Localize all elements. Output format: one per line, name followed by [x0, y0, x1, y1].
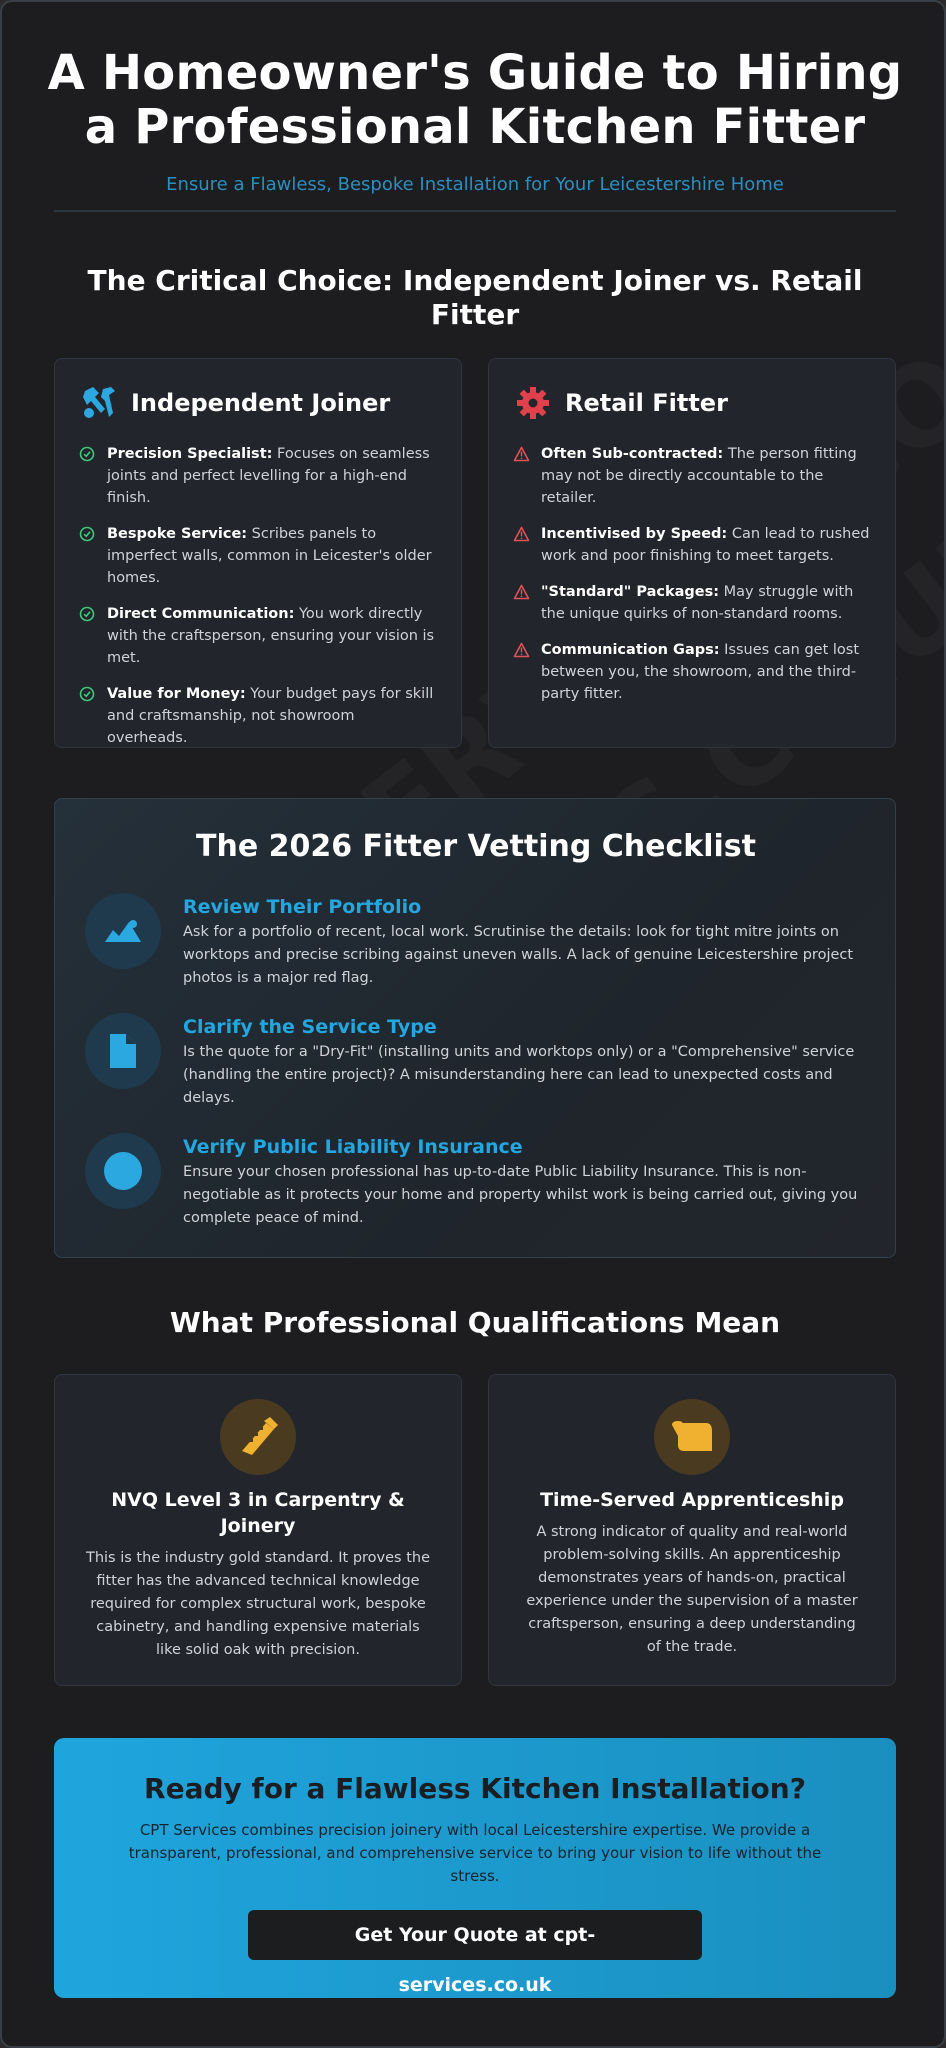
- tools-icon: [79, 383, 119, 423]
- qualification-title: [79, 1487, 437, 1539]
- list-item-text: Precision Specialist: Focuses on seamless joints and perfect levelling for a high-end finish.: [107, 446, 430, 506]
- page-title: [2, 46, 946, 154]
- get-quote-button[interactable]: Get Your Quote at cpt-services.co.uk: [248, 1910, 702, 1960]
- page-title-line: a Professional Kitchen Fitter: [84, 99, 866, 155]
- list-item-text: Often Sub-contracted: The person fitting may not be directly accountable to the retailer.: [541, 446, 857, 506]
- list-item-heading: Often Sub-contracted:: [541, 446, 724, 462]
- check-circle-icon: [79, 443, 99, 465]
- retail-card: [488, 358, 896, 748]
- page-title-line: A Homeowner's Guide to Hiring: [47, 45, 903, 101]
- list-item-heading: Precision Specialist:: [107, 446, 273, 462]
- cta-title: Ready for a Flawless Kitchen Installation?: [144, 1772, 806, 1805]
- qualification-title-line: Joinery: [220, 1515, 296, 1537]
- list-item: [79, 683, 437, 749]
- joiner-title: Independent Joiner: [131, 389, 391, 417]
- list-item-text: Incentivised by Speed: Can lead to rushed work and poor finishing to meet targets.: [541, 526, 870, 564]
- page-subtitle: Ensure a Flawless, Bespoke Installation for Your Leicestershire Home: [166, 174, 784, 195]
- checklist-step: [85, 1015, 875, 1110]
- retail-title: Retail Fitter: [565, 389, 728, 417]
- warning-icon: [513, 523, 533, 545]
- comparison-title: [2, 264, 946, 332]
- list-item-text: Communication Gaps: Issues can get lost between you, the showroom, and the third-party fitter.: [541, 642, 860, 702]
- list-item-heading: Incentivised by Speed:: [541, 526, 728, 542]
- step-title: Clarify the Service Type: [183, 1016, 437, 1038]
- list-item-text: Direct Communication: You work directly with the craftsperson, ensuring your vision is met.: [107, 606, 435, 666]
- qualification-title: Time-Served Apprenticeship: [540, 1489, 844, 1511]
- saw-icon: [220, 1399, 296, 1475]
- divider: [54, 210, 896, 212]
- qualification-card: [54, 1374, 462, 1686]
- cta-text: CPT Services combines precision joinery with local Leicestershire expertise. We provide a transparent, professional, and comprehensive service to bring your vision to life without the stress.: [128, 1821, 822, 1885]
- list-item-text: Bespoke Service: Scribes panels to imperfect walls, common in Leicester's older homes.: [107, 526, 432, 586]
- step-title: Verify Public Liability Insurance: [183, 1136, 523, 1158]
- list-item: [79, 443, 437, 509]
- check-circle-icon: [79, 523, 99, 545]
- qualification-text: A strong indicator of quality and real-world problem-solving skills. An apprenticeship demonstrates years of hands-on, practical experience under the supervision of a master craftsperson, ensuring a deep understanding of the trade.: [526, 1524, 858, 1655]
- joiner-list: [79, 443, 437, 749]
- list-item: [513, 639, 871, 705]
- checklist-step: [85, 1135, 875, 1230]
- checklist-step: [85, 895, 875, 990]
- comparison-title-line: The Critical Choice: Independent Joiner vs. Retail: [87, 264, 863, 297]
- list-item-heading: Direct Communication:: [107, 606, 295, 622]
- vetting-checklist: [54, 798, 896, 1258]
- shield-icon: [85, 1133, 161, 1209]
- warning-icon: [513, 443, 533, 465]
- list-item: [513, 581, 871, 625]
- qualifications-title: What Professional Qualifications Mean: [169, 1306, 781, 1339]
- step-title: Review Their Portfolio: [183, 896, 422, 918]
- qualification-title-line: NVQ Level 3 in Carpentry &: [111, 1489, 405, 1511]
- list-item-heading: Communication Gaps:: [541, 642, 720, 658]
- image-icon: [85, 893, 161, 969]
- step-text: Ensure your chosen professional has up-to-date Public Liability Insurance. This is non-negotiable as it protects your home and property whilst work is being carried out, giving you complete peace of mind.: [183, 1164, 858, 1226]
- list-item: [79, 603, 437, 669]
- retail-list: [513, 443, 871, 705]
- comparison-title-line: Fitter: [430, 298, 520, 331]
- list-item-text: "Standard" Packages: May struggle with the unique quirks of non-standard rooms.: [541, 584, 854, 622]
- qualification-card: [488, 1374, 896, 1686]
- list-item-text: Value for Money: Your budget pays for skill and craftsmanship, not showroom overheads.: [107, 686, 434, 746]
- list-item-heading: Bespoke Service:: [107, 526, 248, 542]
- step-text: Ask for a portfolio of recent, local work. Scrutinise the details: look for tight mitre joints on worktops and precise scribing against uneven walls. A lack of genuine Leicestershire project photos is a major red flag.: [183, 924, 854, 986]
- list-item: [79, 523, 437, 589]
- list-item-heading: Value for Money:: [107, 686, 246, 702]
- checklist-title: The 2026 Fitter Vetting Checklist: [196, 829, 756, 864]
- hero: [2, 46, 946, 195]
- list-item: [513, 443, 871, 509]
- check-circle-icon: [79, 603, 99, 625]
- gear-icon: [513, 383, 553, 423]
- document-icon: [85, 1013, 161, 1089]
- cta-panel: [54, 1738, 896, 1998]
- qualification-text: This is the industry gold standard. It proves the fitter has the advanced technical knowledge required for complex structural work, bespoke cabinetry, and handling expensive materials like solid oak with precision.: [85, 1550, 431, 1658]
- warning-icon: [513, 581, 533, 603]
- list-item: [513, 523, 871, 567]
- joiner-card: [54, 358, 462, 748]
- warning-icon: [513, 639, 533, 661]
- step-text: Is the quote for a "Dry-Fit" (installing units and worktops only) or a "Comprehensive" service (handling the entire project)? A misunderstanding here can lead to unexpected costs and delays.: [183, 1044, 855, 1106]
- list-item-heading: "Standard" Packages:: [541, 584, 720, 600]
- scroll-icon: [654, 1399, 730, 1475]
- check-circle-icon: [79, 683, 99, 705]
